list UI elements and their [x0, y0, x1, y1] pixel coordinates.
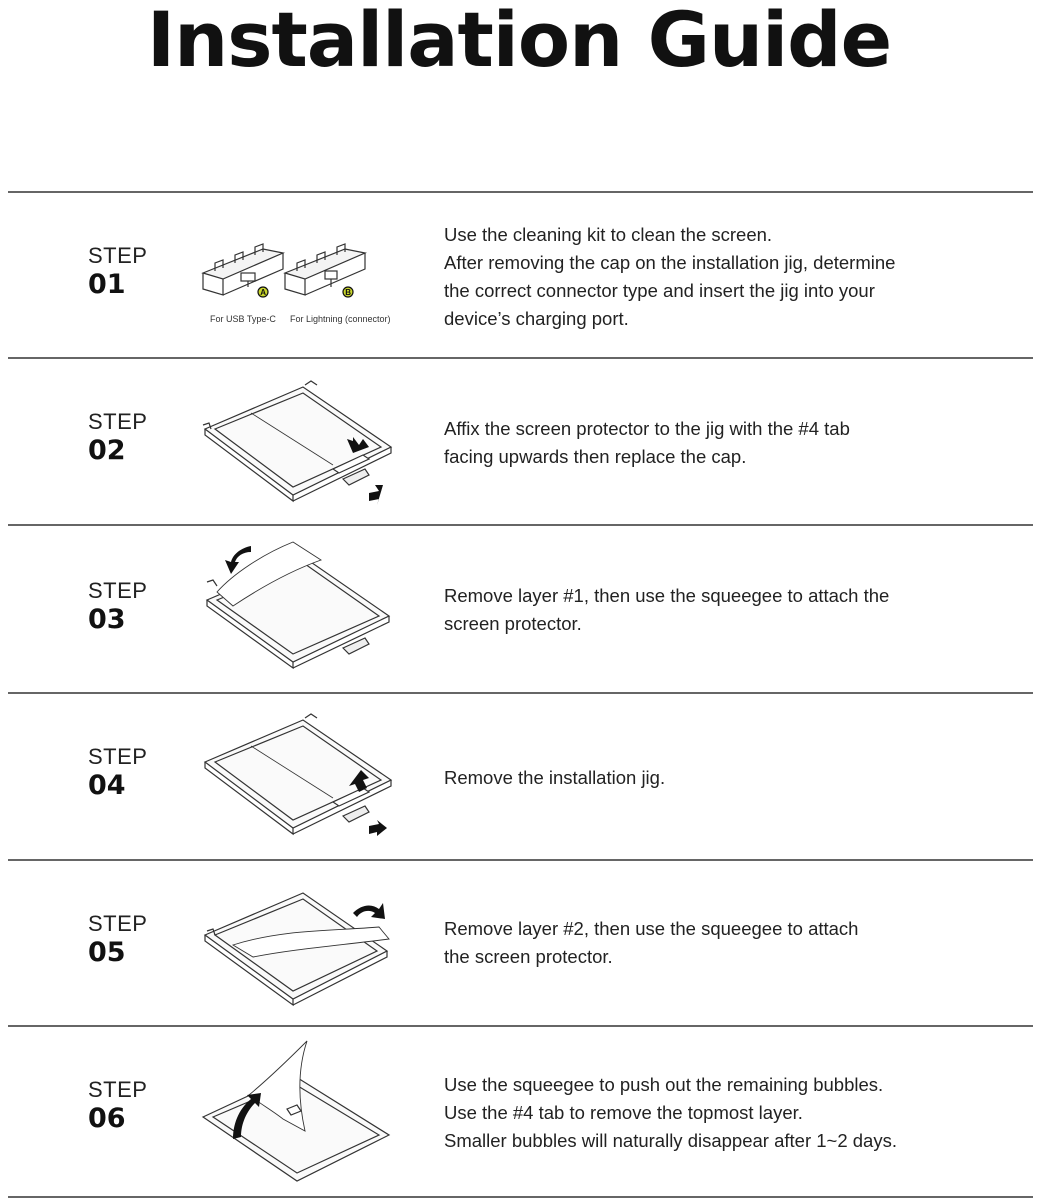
jig-connectors-illustration — [193, 201, 413, 351]
step-06 — [8, 1027, 1033, 1192]
divider — [8, 1196, 1033, 1198]
step-04 — [8, 694, 1033, 859]
description-line: Remove the installation jig. — [444, 767, 666, 788]
step-label: STEP — [88, 1077, 148, 1102]
description-line: Remove layer #2, then use the squeegee to attach — [444, 918, 859, 939]
arrow-in-icon — [369, 485, 383, 505]
description-line: the screen protector. — [444, 946, 613, 967]
description-line: After removing the cap on the installation jig, determine — [444, 252, 896, 273]
step-02 — [8, 359, 1033, 524]
step-label: STEP — [88, 744, 148, 769]
svg-text:A: A — [260, 288, 266, 297]
step-01 — [8, 193, 1033, 358]
step-description — [444, 1071, 1004, 1155]
step-label: STEP — [88, 911, 148, 936]
step-number: 05 — [88, 937, 126, 968]
description-line: screen protector. — [444, 613, 582, 634]
step-03 — [8, 526, 1033, 691]
connector-b-label: For Lightning (connector) — [290, 314, 391, 324]
description-line: Remove layer #1, then use the squeegee to attach the — [444, 585, 890, 606]
step-number: 06 — [88, 1103, 126, 1134]
jig-b-icon — [285, 244, 365, 297]
arrow-out-icon — [369, 820, 387, 836]
step-number: 04 — [88, 770, 126, 801]
step-description — [444, 764, 1004, 792]
curved-arrow-icon — [353, 903, 385, 919]
description-line: Affix the screen protector to the jig with the #4 tab — [444, 418, 850, 439]
step-05 — [8, 861, 1033, 1026]
connector-a-label: For USB Type-C — [210, 314, 276, 324]
step-label: STEP — [88, 243, 148, 268]
peel-layer-2-illustration — [193, 869, 413, 1019]
step-number: 01 — [88, 269, 126, 300]
peel-top-layer-illustration — [193, 1035, 413, 1185]
description-line: Use the squeegee to push out the remaining bubbles. — [444, 1074, 884, 1095]
description-line: Use the #4 tab to remove the topmost layer. — [444, 1102, 803, 1123]
svg-text:B: B — [345, 288, 351, 297]
description-line: Use the cleaning kit to clean the screen. — [444, 224, 773, 245]
jig-a-icon — [203, 244, 283, 297]
tablet-icon — [207, 558, 389, 668]
step-description — [444, 582, 1004, 638]
step-number: 02 — [88, 435, 126, 466]
step-description — [444, 915, 1004, 971]
description-line: the correct connector type and insert the jig into your — [444, 280, 875, 301]
remove-jig-illustration — [193, 702, 413, 852]
step-label: STEP — [88, 409, 148, 434]
description-line: device’s charging port. — [444, 308, 629, 329]
description-line: facing upwards then replace the cap. — [444, 446, 747, 467]
jig-slot-icon — [343, 638, 369, 654]
peel-layer-illustration — [193, 534, 413, 684]
tablet-jig-illustration — [193, 367, 413, 517]
step-number: 03 — [88, 604, 126, 635]
step-description — [444, 221, 1004, 333]
page-title: Installation Guide — [146, 0, 892, 84]
step-label: STEP — [88, 578, 148, 603]
description-line: Smaller bubbles will naturally disappear after 1~2 days. — [444, 1130, 897, 1151]
step-description — [444, 415, 1004, 471]
